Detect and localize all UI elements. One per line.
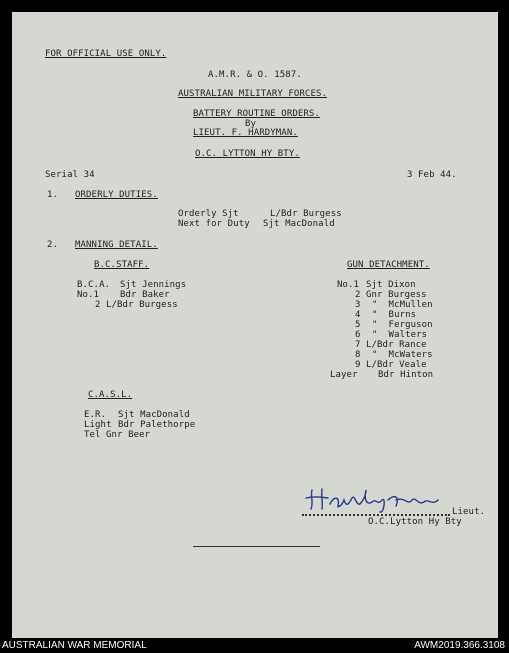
casl-name: Bdr Palethorpe xyxy=(118,420,196,430)
casl-role: Tel xyxy=(84,430,101,440)
bc-staff-name: L/Bdr Burgess xyxy=(106,300,178,310)
gun-name: L/Bdr Veale xyxy=(366,360,427,370)
archive-footer-left: AUSTRALIAN WAR MEMORIAL xyxy=(2,640,147,651)
bc-staff-name: Bdr Baker xyxy=(120,290,170,300)
signatory-unit: O.C.Lytton Hy Bty xyxy=(368,517,462,527)
section-1-title: ORDERLY DUTIES. xyxy=(75,190,158,200)
gun-role: 3 xyxy=(355,300,361,310)
gun-name: Bdr Hinton xyxy=(378,370,434,380)
gun-name: " McWaters xyxy=(372,350,433,360)
document-title: BATTERY ROUTINE ORDERS. xyxy=(193,109,320,119)
bc-staff-role: No.1 xyxy=(77,290,100,300)
section-2-number: 2. xyxy=(47,240,59,250)
signature-dotted-line xyxy=(302,514,450,516)
gun-name: " Ferguson xyxy=(372,320,433,330)
section-2-title: MANNING DETAIL. xyxy=(75,240,158,250)
closing-rule xyxy=(193,546,320,547)
bc-staff-role: B.C.A. xyxy=(77,280,111,290)
gun-name: Sjt Dixon xyxy=(366,280,416,290)
official-use-notice: FOR OFFICIAL USE ONLY. xyxy=(45,49,167,59)
organisation-title: AUSTRALIAN MILITARY FORCES. xyxy=(178,89,327,99)
gun-name: L/Bdr Rance xyxy=(366,340,427,350)
gun-role: 9 xyxy=(355,360,361,370)
signatory-rank: Lieut. xyxy=(452,507,486,517)
section-1-number: 1. xyxy=(47,190,59,200)
unit-title: O.C. LYTTON HY BTY. xyxy=(195,149,300,159)
gun-role: 2 xyxy=(355,290,361,300)
gun-role: Layer xyxy=(330,370,358,380)
casl-title: C.A.S.L. xyxy=(88,390,133,400)
orderly-name: L/Bdr Burgess xyxy=(270,209,342,219)
gun-role: 7 xyxy=(355,340,361,350)
orderly-role: Orderly Sjt xyxy=(178,209,239,219)
gun-role: 4 xyxy=(355,310,361,320)
casl-role: Light xyxy=(84,420,112,430)
orderly-name: Sjt MacDonald xyxy=(263,219,335,229)
gun-name: " Walters xyxy=(372,330,428,340)
gun-role: 5 xyxy=(355,320,361,330)
gun-role: 8 xyxy=(355,350,361,360)
handwritten-signature xyxy=(300,484,470,514)
serial-number: Serial 34 xyxy=(45,170,95,180)
gun-name: Gnr Burgess xyxy=(366,290,427,300)
gun-role: 6 xyxy=(355,330,361,340)
gun-role: No.1 xyxy=(337,280,360,290)
author: LIEUT. F. HARDYMAN. xyxy=(193,128,298,138)
archive-footer-right: AWM2019.366.3108 xyxy=(414,640,505,651)
casl-role: E.R. xyxy=(84,410,107,420)
casl-name: Gnr Beer xyxy=(106,430,151,440)
bc-staff-role: 2 xyxy=(95,300,101,310)
orderly-role: Next for Duty xyxy=(178,219,250,229)
bc-staff-title: B.C.STAFF. xyxy=(94,260,150,270)
reference-number: A.M.R. & O. 1587. xyxy=(208,70,302,80)
gun-name: " Burns xyxy=(372,310,417,320)
bc-staff-name: Sjt Jennings xyxy=(120,280,187,290)
order-date: 3 Feb 44. xyxy=(407,170,457,180)
by-label: By xyxy=(245,119,257,129)
gun-name: " McMullen xyxy=(372,300,433,310)
gun-detachment-title: GUN DETACHMENT. xyxy=(347,260,430,270)
casl-name: Sjt MacDonald xyxy=(118,410,190,420)
